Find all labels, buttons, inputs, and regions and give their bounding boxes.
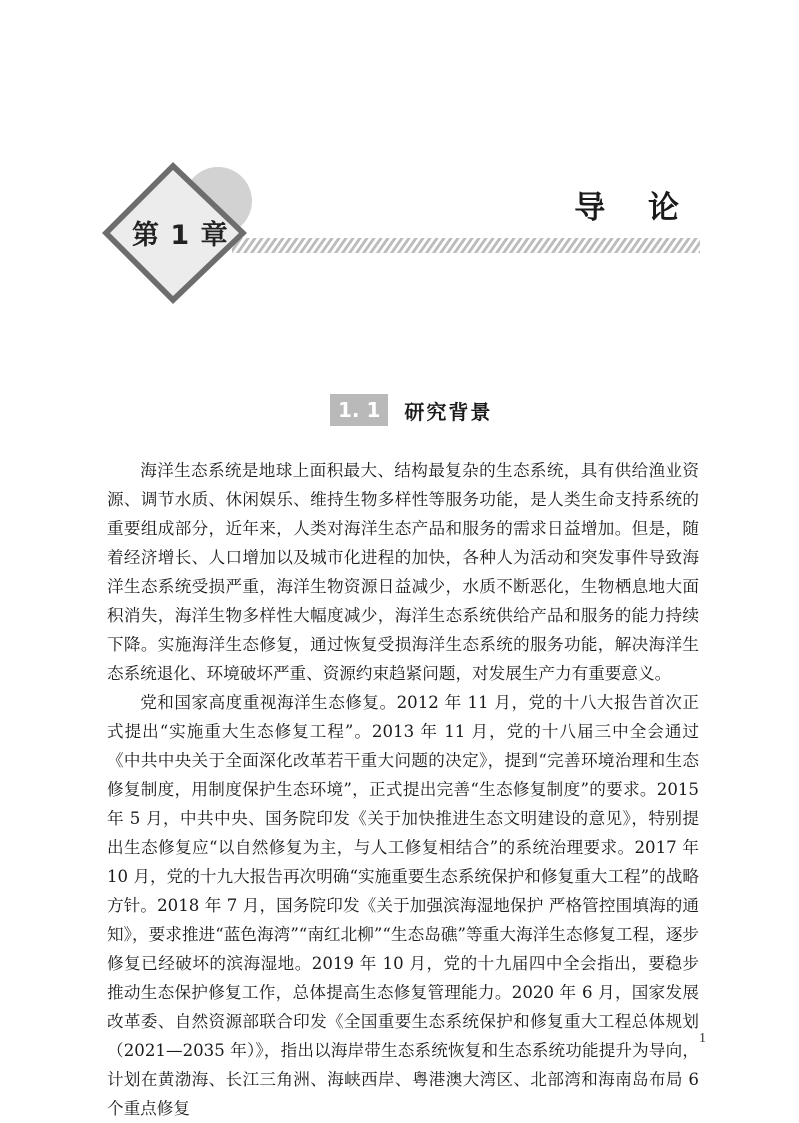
paragraph: 海洋生态系统是地球上面积最大、结构最复杂的生态系统，具有供给渔业资源、调节水质、休闲娱乐、维持生物多样性等服务功能，是人类生命支持系统的重要组成部分，近年来，人类对海洋生态产品和服务的需求日益增加。但是，随着经济增长、人口增加以及城市化进程的加快，各种人为活动和突发事件导致海洋生态系统受损严重，海洋生物资源日益减少，水质不断恶化，生物栖息地大面积消失，海洋生物多样性大幅度减少，海洋生态系统供给产品和服务的能力持续下降。实施海洋生态修复，通过恢复受损海洋生态系统的服务功能，解决海洋生态系统退化、环境破坏严重、资源约束趋紧问题，对发展生产力有重要意义。 xyxy=(107,461,699,683)
chapter-title: 导 论 xyxy=(574,190,695,226)
section-title: 研究背景 xyxy=(404,399,493,424)
body-text xyxy=(107,456,699,1123)
chapter-label: 第 1 章 xyxy=(132,220,229,251)
striped-rule xyxy=(232,238,700,253)
section-heading xyxy=(330,393,492,427)
chapter-header xyxy=(0,0,799,330)
chapter-ornament xyxy=(0,0,799,330)
page-number: 1 xyxy=(699,1031,706,1046)
paragraph: 党和国家高度重视海洋生态修复。2012 年 11 月，党的十八大报告首次正式提出“实施重大生态修复工程”。2013 年 11 月，党的十八届三中全会通过《中共中央关于全面深化改革若干重大问题的决定》，提到“完善环境治理和生态修复制度，用制度保护生态环境”，正式提出完善“生态修复制度”的要求。2015 年 5 月，中共中央、国务院印发《关于加快推进生态文明建设的意见》，特别提出生态修复应“以自然修复为主，与人工修复相结合”的系统治理要求。2017 年 10 月，党的十九大报告再次明确“实施重要生态系统保护和修复重大工程”的战略方针。2018 年 7 月，国务院印发《关于加强滨海湿地保护 严格管控围填海的通知》，要求推进“蓝色海湾”“南红北柳”“生态岛礁”等重大海洋生态修复工程，逐步修复已经破坏的滨海湿地。2019 年 10 月，党的十九届四中全会指出，要稳步推动生态保护修复工作，总体提高生态修复管理能力。2020 年 6 月，国家发展改革委、自然资源部联合印发《全国重要生态系统保护和修复重大工程总体规划（2021—2035 年）》，指出以海岸带生态系统恢复和生态系统功能提升为导向，计划在黄渤海、长江三角洲、海峡西岸、粤港澳大湾区、北部湾和海南岛布局 6 个重点修复 xyxy=(107,693,699,1118)
section-number-badge: 1. 1 xyxy=(330,394,388,426)
